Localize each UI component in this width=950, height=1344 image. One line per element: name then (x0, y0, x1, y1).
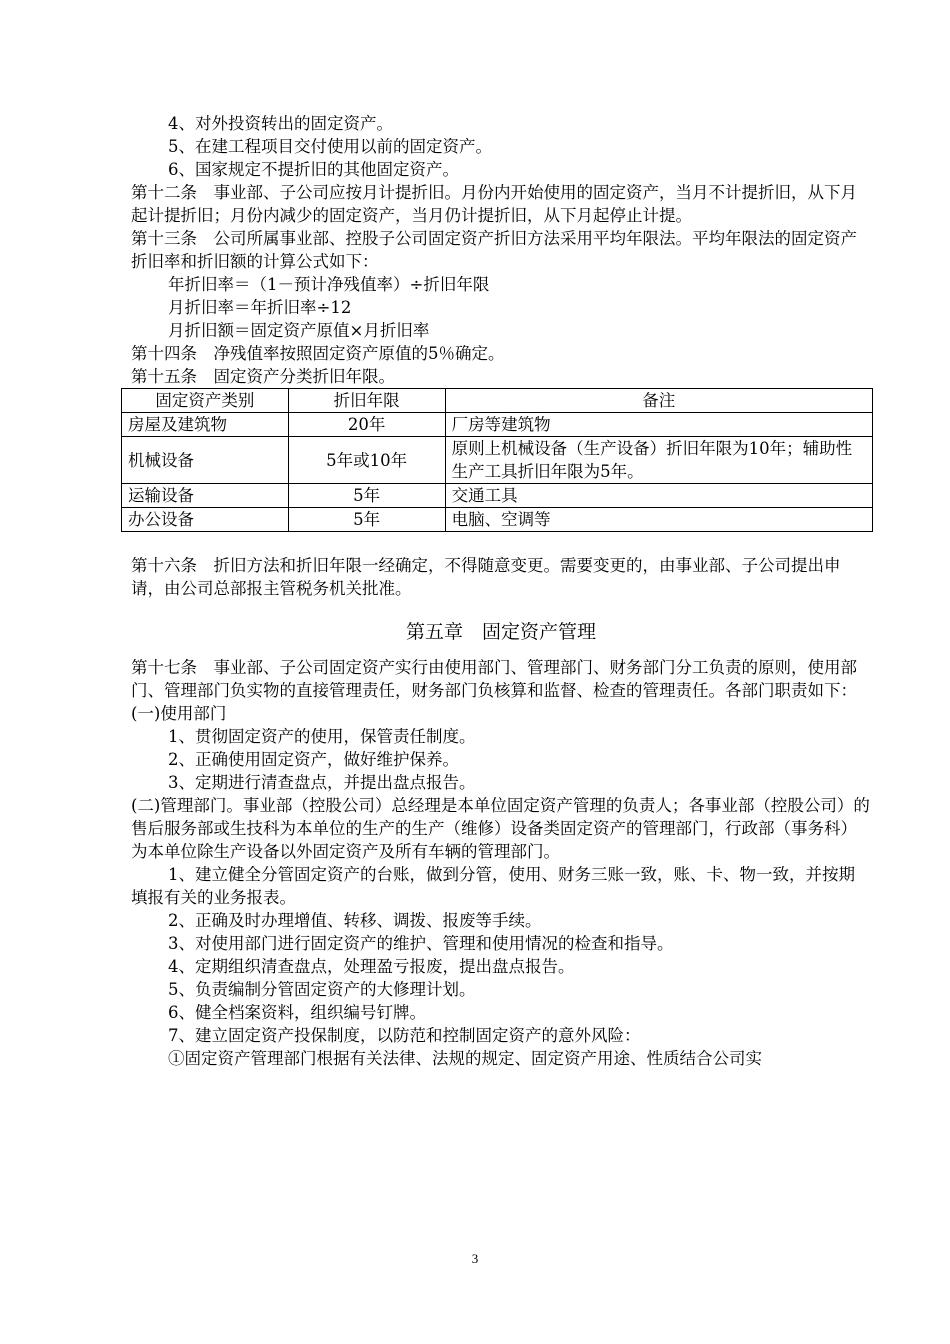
page-number: 3 (471, 1251, 479, 1266)
list-item: 7、建立固定资产投保制度，以防范和控制固定资产的意外风险： (168, 1026, 641, 1045)
article-12: 第十二条 事业部、子公司应按月计提折旧。月份内开始使用的固定资产，当月不计提折旧，从下月起计提折旧；月份内减少的固定资产，当月仍计提折旧，从下月起停止计提。 (131, 183, 857, 225)
table-header-row (122, 389, 873, 413)
article-13: 第十三条 公司所属事业部、控股子公司固定资产折旧方法采用平均年限法。平均年限法的固定资产折旧率和折旧额的计算公式如下： (131, 229, 857, 271)
table-cell: 5年 (288, 484, 445, 508)
column-header: 固定资产类别 (122, 389, 289, 413)
list-item: 2、正确使用固定资产，做好维护保养。 (168, 750, 459, 769)
article-16: 第十六条 折旧方法和折旧年限一经确定，不得随意变更。需要变更的，由事业部、子公司提出申请，由公司总部报主管税务机关批准。 (131, 556, 841, 598)
table-cell: 办公设备 (122, 508, 289, 532)
list-item: 2、正确及时办理增值、转移、调拨、报废等手续。 (168, 911, 542, 930)
table-cell: 电脑、空调等 (445, 508, 872, 532)
table-cell: 交通工具 (445, 484, 872, 508)
formula-annual-rate: 年折旧率＝（1－预计净残值率）÷折旧年限 (168, 275, 490, 294)
chapter-title: 第五章 固定资产管理 (405, 621, 596, 643)
depreciation-table (121, 388, 873, 532)
list-item: 4、对外投资转出的固定资产。 (168, 114, 393, 133)
list-item: ①固定资产管理部门根据有关法律、法规的规定、固定资产用途、性质结合公司实 (168, 1049, 762, 1068)
document-body (128, 112, 871, 1070)
table-row (122, 508, 873, 532)
formula-monthly-amount: 月折旧额＝固定资产原值×月折旧率 (168, 321, 430, 340)
list-item: 1、贯彻固定资产的使用，保管责任制度。 (168, 727, 476, 746)
table-cell: 厂房等建筑物 (445, 413, 872, 437)
list-item: 4、定期组织清查盘点，处理盈亏报废，提出盘点报告。 (168, 957, 575, 976)
table-cell: 20年 (288, 413, 445, 437)
table-row (122, 437, 873, 484)
list-item: 3、对使用部门进行固定资产的维护、管理和使用情况的检查和指导。 (168, 934, 674, 953)
table-cell: 原则上机械设备（生产设备）折旧年限为10年；辅助性生产工具折旧年限为5年。 (445, 437, 872, 484)
table-cell: 机械设备 (122, 437, 289, 484)
spacer (131, 532, 871, 554)
column-header: 备注 (445, 389, 872, 413)
list-item: 5、在建工程项目交付使用以前的固定资产。 (168, 137, 492, 156)
section-title: (一)使用部门 (131, 704, 227, 723)
list-item: 3、定期进行清查盘点，并提出盘点报告。 (168, 773, 476, 792)
article-15: 第十五条 固定资产分类折旧年限。 (131, 367, 395, 386)
article-17: 第十七条 事业部、子公司固定资产实行由使用部门、管理部门、财务部门分工负责的原则，使用部门、管理部门负实物的直接管理责任，财务部门负核算和监督、检查的管理责任。各部门职责如下： (131, 658, 857, 700)
table-cell: 5年或10年 (288, 437, 445, 484)
column-header: 折旧年限 (288, 389, 445, 413)
section-paragraph: (二)管理部门。事业部（控股公司）总经理是本单位固定资产管理的负责人；各事业部（控股公司）的售后服务部或生技科为本单位的生产的生产（维修）设备类固定资产的管理部门，行政部（事务科）为本单位除生产设备以外固定资产及所有车辆的管理部门。 (131, 796, 870, 861)
article-14: 第十四条 净残值率按照固定资产原值的5％确定。 (131, 344, 505, 363)
list-item: 6、健全档案资料，组织编号钉牌。 (168, 1003, 426, 1022)
table-cell: 房屋及建筑物 (122, 413, 289, 437)
list-item: 1、建立健全分管固定资产的台账，做到分管，使用、财务三账一致，账、卡、物一致，并按期填报有关的业务报表。 (131, 865, 855, 907)
formula-monthly-rate: 月折旧率＝年折旧率÷12 (168, 298, 352, 317)
table-cell: 运输设备 (122, 484, 289, 508)
table-row (122, 413, 873, 437)
table-cell: 5年 (288, 508, 445, 532)
list-item: 6、国家规定不提折旧的其他固定资产。 (168, 160, 459, 179)
table-row (122, 484, 873, 508)
list-item: 5、负责编制分管固定资产的大修理计划。 (168, 980, 476, 999)
